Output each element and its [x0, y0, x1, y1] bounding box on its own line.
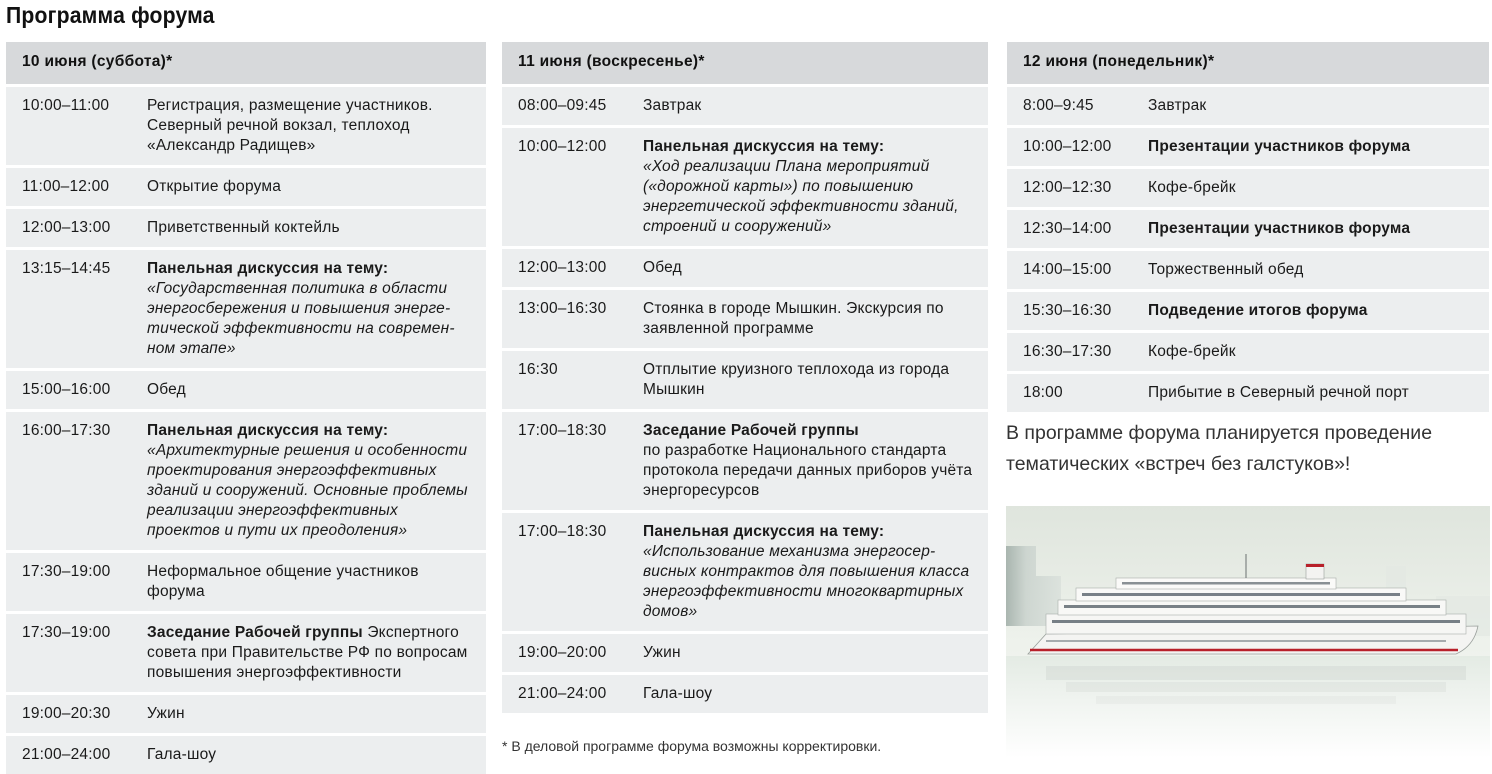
schedule-event	[1148, 260, 1477, 280]
schedule-event	[1148, 178, 1477, 198]
schedule-event	[147, 380, 474, 400]
event-title: Заседание Рабочей группы	[643, 422, 859, 439]
day-header: 10 июня (суббота)*	[6, 42, 486, 84]
event-title: Панельная дискуссия на тему:	[643, 523, 885, 540]
event-description: Приветственный коктейль	[147, 219, 340, 236]
schedule-time: 18:00	[1023, 384, 1063, 401]
schedule-time: 12:00–13:00	[518, 259, 607, 276]
informal-meetings-note: В программе форума планируется проведение тематических «встреч без галстуков»!	[1006, 422, 1433, 475]
schedule-row	[502, 84, 988, 125]
schedule-event	[1148, 137, 1477, 157]
schedule-row	[502, 631, 988, 672]
schedule-time: 13:15–14:45	[22, 260, 111, 277]
event-description: по разработке Национального стандарта протокола передачи данных приборов учёта энергоресурсов	[643, 442, 973, 499]
event-description: Гала-шоу	[147, 746, 217, 763]
event-title: Панельная дискуссия на тему:	[147, 260, 389, 277]
schedule-row	[1007, 84, 1489, 125]
event-description: Прибытие в Северный речной порт	[1148, 384, 1409, 401]
event-title: Презентации участников форума	[1148, 220, 1411, 237]
schedule-row	[1007, 371, 1489, 412]
event-description: Завтрак	[643, 97, 702, 114]
event-description: Торжественный обед	[1148, 261, 1304, 278]
schedule-time: 19:00–20:30	[22, 705, 111, 722]
event-description: Завтрак	[1148, 97, 1207, 114]
event-title: Панельная дискуссия на тему:	[643, 138, 885, 155]
schedule-event	[1148, 342, 1477, 362]
event-topic: «Использование механизма энергосервисных контрактов для повышения класса энергоэффективности многоквартирных домов»	[643, 543, 970, 620]
event-topic: «Государственная политика в области энергосбережения и повышения энергетической эффективности на современном этапе»	[147, 280, 455, 357]
schedule-row	[502, 409, 988, 510]
event-topic: «Архитектурные решения и особенности проектирования энергоэффективных зданий и сооружений. Основные проблемы реализации энергоэффективных проектов и пути их преодоления»	[147, 442, 468, 539]
schedule-event	[147, 562, 474, 602]
day-column-1	[6, 42, 486, 774]
schedule-event	[1148, 96, 1477, 116]
schedule-time: 21:00–24:00	[22, 746, 111, 763]
schedule-row	[1007, 289, 1489, 330]
schedule-row	[1007, 248, 1489, 289]
schedule-event	[643, 522, 976, 622]
schedule-row	[6, 247, 486, 368]
schedule-time: 17:30–19:00	[22, 624, 111, 641]
day-rows	[1007, 84, 1489, 412]
schedule-time: 11:00–12:00	[22, 178, 110, 195]
schedule-event	[1148, 301, 1477, 321]
schedule-event	[643, 299, 976, 339]
schedule-event	[1148, 219, 1477, 239]
schedule-time: 21:00–24:00	[518, 685, 607, 702]
schedule-event	[147, 421, 474, 541]
event-title: Заседание Рабочей группы	[147, 624, 363, 641]
schedule-event	[1148, 383, 1477, 403]
event-description: Стоянка в городе Мышкин. Экскурсия по заявленной программе	[643, 300, 944, 337]
schedule-event	[147, 218, 474, 238]
schedule-time: 12:30–14:00	[1023, 220, 1112, 237]
schedule-time: 16:30	[518, 361, 558, 378]
cruise-ship-photo	[1006, 506, 1490, 758]
footnote: * В деловой программе форума возможны корректировки.	[502, 738, 882, 754]
schedule-event	[643, 96, 976, 116]
schedule-event	[643, 360, 976, 400]
event-description: Гала-шоу	[643, 685, 713, 702]
schedule-event	[643, 258, 976, 278]
event-description: Обед	[643, 259, 682, 276]
schedule-event	[147, 745, 474, 765]
event-description: Ужин	[643, 644, 681, 661]
schedule-row	[6, 550, 486, 611]
schedule-time: 08:00–09:45	[518, 97, 607, 114]
schedule-row	[1007, 166, 1489, 207]
schedule-time: 12:00–13:00	[22, 219, 111, 236]
schedule-time: 19:00–20:00	[518, 644, 607, 661]
schedule-row	[502, 246, 988, 287]
schedule-row	[6, 84, 486, 165]
cruise-ship-image	[1006, 506, 1490, 758]
schedule-time: 8:00–9:45	[1023, 97, 1094, 114]
schedule-time: 17:00–18:30	[518, 523, 607, 540]
schedule-time: 16:30–17:30	[1023, 343, 1112, 360]
schedule-event	[643, 137, 976, 237]
schedule-time: 15:00–16:00	[22, 381, 111, 398]
schedule-row	[6, 692, 486, 733]
schedule-row	[1007, 330, 1489, 371]
schedule-time: 14:00–15:00	[1023, 261, 1112, 278]
schedule-time: 15:30–16:30	[1023, 302, 1112, 319]
schedule-time: 17:00–18:30	[518, 422, 607, 439]
event-description: Обед	[147, 381, 186, 398]
schedule-row	[6, 368, 486, 409]
event-title: Панельная дискуссия на тему:	[147, 422, 389, 439]
event-title: Презентации участников форума	[1148, 138, 1411, 155]
event-description: Ужин	[147, 705, 185, 722]
schedule-time: 16:00–17:30	[22, 422, 111, 439]
schedule-row	[502, 125, 988, 246]
schedule-event	[147, 704, 474, 724]
schedule-time: 13:00–16:30	[518, 300, 607, 317]
schedule-row	[502, 348, 988, 409]
page-title: Программа форума	[6, 2, 215, 28]
schedule-row	[502, 672, 988, 713]
event-title: Подведение итогов форума	[1148, 302, 1368, 319]
schedule-row	[1007, 125, 1489, 166]
schedule-time: 10:00–11:00	[22, 97, 110, 114]
schedule-event	[147, 259, 474, 359]
schedule-event	[147, 177, 474, 197]
schedule-event	[643, 643, 976, 663]
schedule-row	[6, 611, 486, 692]
day-rows	[502, 84, 988, 713]
schedule-row	[6, 206, 486, 247]
day-header: 12 июня (понедельник)*	[1007, 42, 1489, 84]
event-description: Неформальное общение участников форума	[147, 563, 419, 600]
schedule-time: 10:00–12:00	[518, 138, 607, 155]
schedule-event	[643, 684, 976, 704]
day-header: 11 июня (воскресенье)*	[502, 42, 988, 84]
schedule-row	[1007, 207, 1489, 248]
schedule-event	[643, 421, 976, 501]
event-description: Кофе-брейк	[1148, 343, 1236, 360]
schedule-event	[147, 96, 474, 156]
schedule-time: 17:30–19:00	[22, 563, 111, 580]
event-description: Открытие форума	[147, 178, 282, 195]
schedule-time: 12:00–12:30	[1023, 179, 1112, 196]
schedule-row	[6, 165, 486, 206]
schedule-row	[502, 510, 988, 631]
schedule-row	[6, 409, 486, 550]
event-description: Отплытие круизного теплохода из города Мышкин	[643, 361, 950, 398]
day-column-2	[502, 42, 988, 713]
day-rows	[6, 84, 486, 774]
event-description: Экспертного совета при Правительстве РФ по вопросам повышения энергоэффективности	[147, 624, 468, 681]
schedule-time: 10:00–12:00	[1023, 138, 1112, 155]
event-topic: «Ход реализации Плана мероприятий («дорожной карты») по повышению энергетической эффективности зданий, строений и сооружений»	[643, 158, 959, 235]
schedule-row	[6, 733, 486, 774]
event-description: Регистрация, размещение участников. Северный речной вокзал, теплоход «Александр Радищев»	[147, 97, 433, 154]
schedule-row	[502, 287, 988, 348]
day-column-3	[1007, 42, 1489, 412]
schedule-event	[147, 623, 474, 683]
event-description: Кофе-брейк	[1148, 179, 1236, 196]
